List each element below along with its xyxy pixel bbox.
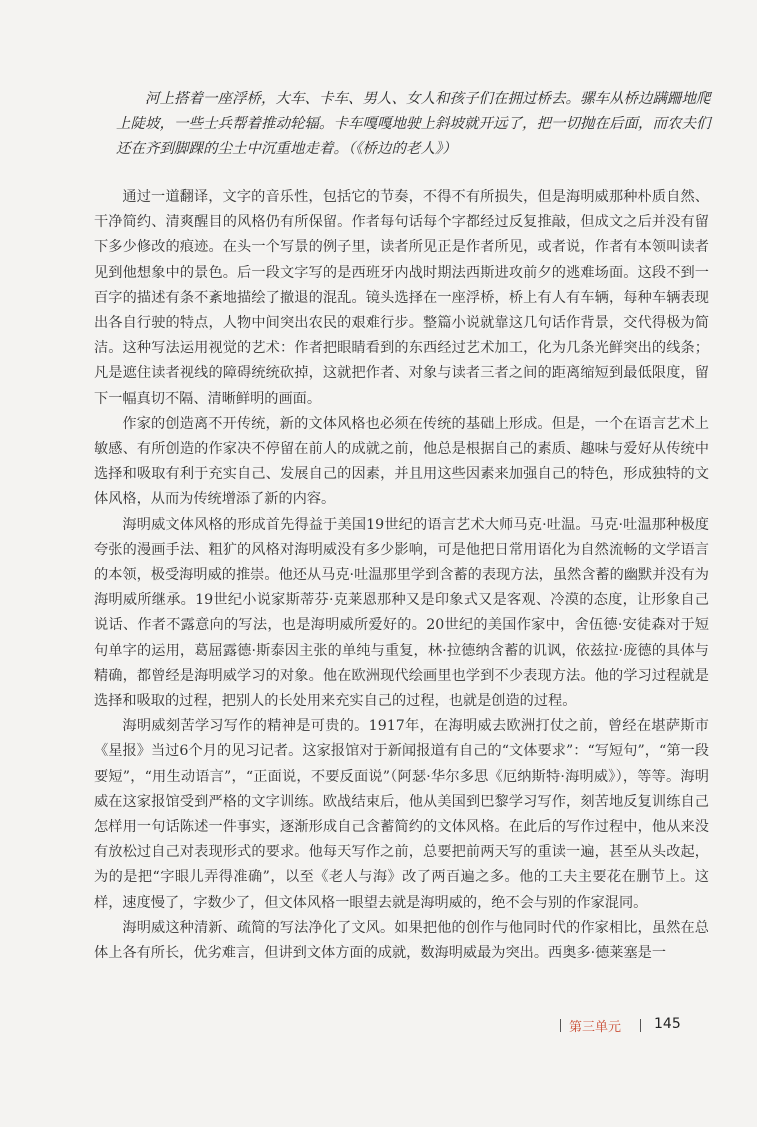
- page-number: 145: [654, 1016, 681, 1032]
- quote-excerpt: [116, 87, 716, 162]
- footer-divider: [560, 1019, 561, 1032]
- quote-text: 河上搭着一座浮桥，大车、卡车、男人、女人和孩子们在拥过桥去。骡车从桥边蹒跚地爬上陡坡，一些士兵帮着推动轮辐。卡车嘎嘎地驶上斜坡就开远了，把一切抛在后面，而农夫们还在齐到脚踝的尘土中沉重地走着。（《桥边的老人》）: [116, 91, 711, 157]
- paragraph: 海明威这种清新、疏简的写法净化了文风。如果把他的创作与他同时代的作家相比，虽然在总体上各有所长，优劣难言，但讲到文体方面的成就，数海明威最为突出。西奥多·德莱塞是一: [94, 919, 709, 962]
- page-footer: [560, 1016, 720, 1036]
- paragraph: 海明威文体风格的形成首先得益于美国19世纪的语言艺术大师马克·吐温。马克·吐温那种极度夸张的漫画手法、粗犷的风格对海明威没有多少影响，可是他把日常用语化为自然流畅的文学语言的本领，极受海明威的推崇。他还从马克·吐温那里学到含蓄的表现方法，虽然含蓄的幽默并没有为海明威所继承。19世纪小说家斯蒂芬·克莱恩那种又是印象式又是客观、冷漠的态度，让形象自己说话、作者不露意向的写法，也是海明威所爱好的。20世纪的美国作家中，舍伍德·安徒森对于短句单字的运用，葛屈露德·斯泰因主张的单纯与重复，林·拉德纳含蓄的讥讽，依兹拉·庞德的具体与精确，都曾经是海明威学习的对象。他在欧洲现代绘画里也学到不少表现方法。他的学习过程就是选择和吸取的过程，把别人的长处用来充实自己的过程，也就是创造的过程。: [94, 516, 709, 710]
- paragraph: 作家的创造离不开传统，新的文体风格也必须在传统的基础上形成。但是，一个在语言艺术上敏感、有所创造的作家决不停留在前人的成就之前，他总是根据自己的素质、趣味与爱好从传统中选择和吸取有利于充实自己、发展自己的因素，并且用这些因素来加强自己的特色，形成独特的文体风格，从而为传统增添了新的内容。: [94, 415, 709, 508]
- paragraph: 通过一道翻译，文字的音乐性，包括它的节奏，不得不有所损失，但是海明威那种朴质自然、干净简约、清爽醒目的风格仍有所保留。作者每句话每个字都经过反复推敲，但成文之后并没有留下多少修改的痕迹。在头一个写景的例子里，读者所见正是作者所见，或者说，作者有本领叫读者见到他想象中的景色。后一段文字写的是西班牙内战时期法西斯进攻前夕的逃难场面。这段不到一百字的描述有条不紊地描绘了撤退的混乱。镜头选择在一座浮桥，桥上有人有车辆，每种车辆表现出各自行驶的特点，人物中间突出农民的艰难行步。整篇小说就靠这几句话作背景，交代得极为简洁。这种写法运用视觉的艺术：作者把眼睛看到的东西经过艺术加工，化为几条光鲜突出的线条；凡是遮住读者视线的障碍统统砍掉，这就把作者、对象与读者三者之间的距离缩短到最低限度，留下一幅真切不隔、清晰鲜明的画面。: [94, 189, 709, 407]
- body-text: [94, 185, 709, 966]
- footer-divider: [640, 1019, 641, 1032]
- paragraph: 海明威刻苦学习写作的精神是可贵的。1917年，在海明威去欧洲打仗之前，曾经在堪萨斯市《星报》当过6个月的见习记者。这家报馆对于新闻报道有自己的“文体要求”：“写短句”，“第一段要短”，“用生动语言”，“正面说，不要反面说”（阿瑟·华尔多思《厄纳斯特·海明威》），等等。海明威在这家报馆受到严格的文字训练。欧战结束后，他从美国到巴黎学习写作，刻苦地反复训练自己怎样用一句话陈述一件事实，逐渐形成自己含蓄简约的文体风格。在此后的写作过程中，他从来没有放松过自己对表现形式的要求。他每天写作之前，总要把前两天写的重读一遍，甚至从头改起，为的是把“字眼儿弄得准确”，以至《老人与海》改了两百遍之多。他的工夫主要花在删节上。这样，速度慢了，字数少了，但文体风格一眼望去就是海明威的，绝不会与别的作家混同。: [94, 718, 709, 911]
- unit-label: 第三单元: [569, 1020, 622, 1035]
